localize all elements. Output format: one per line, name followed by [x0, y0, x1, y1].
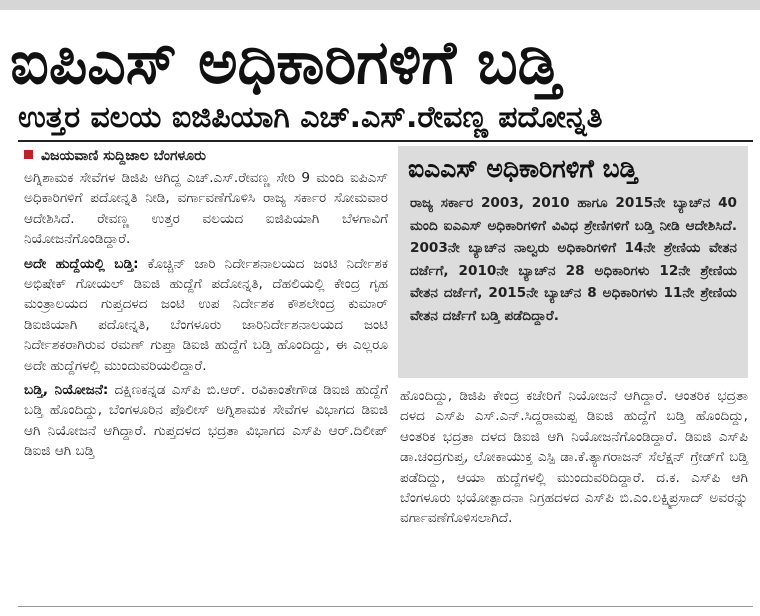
- article-paragraph-3: [24, 380, 388, 462]
- byline-marker-icon: [24, 150, 33, 159]
- byline: [24, 146, 206, 166]
- byline-text: ವಿಜಯವಾಣಿ ಸುದ್ದಿಜಾಲ ಬೆಂಗಳೂರು: [41, 148, 206, 164]
- article-paragraph-1: ಅಗ್ನಿಶಾಮಕ ಸೇವೆಗಳ ಡಿಜಿಪಿ ಆಗಿದ್ದ ಎಚ್.ಎಸ್.ರೇವಣ್ಣ ಸೇರಿ 9 ಮಂದಿ ಐಪಿಎಸ್ ಅಧಿಕಾರಿಗಳಿಗೆ ಪದೋನ್ನತಿ ನೀಡಿ, ವರ್ಗಾವಣೆಗೊಳಿಸಿ ರಾಜ್ಯ ಸರ್ಕಾರ ಸೋಮವಾರ ಆದೇಶಿಸಿದೆ. ರೇವಣ್ಣ ಉತ್ತರ ವಲಯದ ಐಜಿಪಿಯಾಗಿ ಬೆಳಗಾವಿಗೆ ನಿಯೋಜನೆಗೊಂಡಿದ್ದಾರೆ.: [24, 170, 388, 248]
- article-column-right: [400, 386, 748, 529]
- paragraph-2-text: ಕೊಚ್ಚಿನ್ ಜಾರಿ ನಿರ್ದೇಶನಾಲಯದ ಜಂಟಿ ನಿರ್ದೇಶಕ ಅಭಿಷೇಕ್ ಗೋಯಲ್ ಡಿಐಜಿ ಹುದ್ದೆಗೆ ಪದೋನ್ನತಿ, ದೆಹಲಿಯಲ್ಲಿ ಕೇಂದ್ರ ಗೃಹ ಮಂತ್ರಾಲಯದ ಗುಪ್ತದಳದ ಜಂಟಿ ಉಪ ನಿರ್ದೇಶಕ ಕೌಶಲೇಂದ್ರ ಕುಮಾರ್ ಡಿಐಜಿಯಾಗಿ ಪದೋನ್ನತಿ, ಬೆಂಗಳೂರು ಜಾರಿನಿರ್ದೇಶನಾಲಯದ ಜಂಟಿ ನಿರ್ದೇಶಕರಾಗಿರುವ ರಮಣ್ ಗುಪ್ತಾ ಡಿಐಜಿ ಹುದ್ದೆಗೆ ಬಡ್ತಿ ಹೊಂದಿದ್ದು, ಈ ಎಲ್ಲರೂ ಅದೇ ಹುದ್ದೆಗಳಲ್ಲಿ ಮುಂದುವರಿಯಲಿದ್ದಾರೆ.: [24, 255, 388, 374]
- article-paragraph-2: [24, 254, 388, 376]
- bottom-rule: [18, 606, 753, 607]
- article-column-left: [24, 168, 388, 462]
- subheadline: ಉತ್ತರ ವಲಯ ಐಜಿಪಿಯಾಗಿ ಎಚ್.ಎಸ್.ರೇವಣ್ಣ ಪದೋನ್ನತಿ: [18, 100, 603, 135]
- paragraph-3-lead: ಬಡ್ತಿ, ನಿಯೋಜನೆ:: [24, 382, 109, 399]
- sidebar-title: ಐಎಎಸ್ ಅಧಿಕಾರಿಗಳಿಗೆ ಬಡ್ತಿ: [408, 154, 638, 183]
- paragraph-2-lead: ಅದೇ ಹುದ್ದೆಯಲ್ಲಿ ಬಡ್ತಿ:: [24, 255, 139, 272]
- sidebar-body: [410, 192, 737, 327]
- top-strip: [0, 0, 760, 10]
- headline: ಐಪಿಎಸ್ ಅಧಿಕಾರಿಗಳಿಗೆ ಬಡ್ತಿ: [10, 28, 561, 98]
- ias-sidebar-box: [398, 146, 748, 378]
- article-continuation: ಹೊಂದಿದ್ದು, ಡಿಜಿಪಿ ಕೇಂದ್ರ ಕಚೇರಿಗೆ ನಿಯೋಜನೆ ಆಗಿದ್ದಾರೆ. ಆಂತರಿಕ ಭದ್ರತಾ ದಳದ ಎಸ್‌ಪಿ ಎಸ್.ಎನ್.ಸಿದ್ದರಾಮಪ್ಪ ಡಿಐಜಿ ಹುದ್ದೆಗೆ ಬಡ್ತಿ ಹೊಂದಿದ್ದು, ಆಂತರಿಕ ಭದ್ರತಾ ದಳದ ಡಿಐಜಿ ಆಗಿ ನಿಯೋಜನೆಗೊಂಡಿದ್ದಾರೆ. ಡಿಐಜಿ ಎಸ್‌ಪಿ ಡಾ.ಚಂದ್ರಗುಪ್ತ, ಲೋಕಾಯುಕ್ತ ಎಸ್ಪಿ ಡಾ.ಕೆ.ತ್ಯಾಗರಾಜನ್ ಸೆಲೆಕ್ಷನ್ ಗ್ರೇಡ್‌ಗೆ ಬಡ್ತಿ ಪಡೆದಿದ್ದು, ಆಯಾ ಹುದ್ದೆಗಳಲ್ಲಿ ಮುಂದುವರಿದಿದ್ದಾರೆ. ದ.ಕ. ಎಸ್‌ಪಿ ಆಗಿ ಬೆಂಗಳೂರು ಭಯೋತ್ಪಾದನಾ ನಿಗ್ರಹದಳದ ಎಸ್‌ಪಿ ಬಿ.ಎಂ.ಲಕ್ಷ್ಮಿಪ್ರಸಾದ್ ಅವರನ್ನು ವರ್ಗಾವಣೆಗೊಳಿಸಲಾಗಿದೆ.: [400, 388, 748, 527]
- sidebar-paragraph: ರಾಜ್ಯ ಸರ್ಕಾರ 2003, 2010 ಹಾಗೂ 2015ನೇ ಬ್ಯಾಚ್‌ನ 40 ಮಂದಿ ಐಎಎಸ್ ಅಧಿಕಾರಿಗಳಿಗೆ ವಿವಿಧ ಶ್ರೇಣಿಗಳಿಗೆ ಬಡ್ತಿ ನೀಡಿ ಆದೇಶಿಸಿದೆ. 2003ನೇ ಬ್ಯಾಚ್‌ನ ನಾಲ್ವರು ಅಧಿಕಾರಿಗಳಿಗೆ 14ನೇ ಶ್ರೇಣಿಯ ವೇತನ ದರ್ಜೆಗೆ, 2010ನೇ ಬ್ಯಾಚ್‌ನ 28 ಅಧಿಕಾರಿಗಳು 12ನೇ ಶ್ರೇಣಿಯ ವೇತನ ದರ್ಜೆಗೆ, 2015ನೇ ಬ್ಯಾಚ್‌ನ 8 ಅಧಿಕಾರಿಗಳು 11ನೇ ಶ್ರೇಣಿಯ ವೇತನ ದರ್ಜೆಗೆ ಬಡ್ತಿ ಪಡೆದಿದ್ದಾರೆ.: [410, 195, 737, 324]
- headline-rule: [18, 140, 753, 142]
- paragraph-3-text: ದಕ್ಷಿಣಕನ್ನಡ ಎಸ್‌ಪಿ ಬಿ.ಆರ್. ರವಿಕಾಂತೇಗೌಡ ಡಿಐಜಿ ಹುದ್ದೆಗೆ ಬಡ್ತಿ ಹೊಂದಿದ್ದು, ಬೆಂಗಳೂರಿನ ಪೊಲೀಸ್ ಅಗ್ನಿಶಾಮಕ ಸೇವೆಗಳ ವಿಭಾಗದ ಡಿಐಜಿ ಆಗಿ ನಿಯೋಜನೆ ಆಗಿದ್ದಾರೆ. ಗುಪ್ತದಳದ ಭದ್ರತಾ ವಿಭಾಗದ ಎಸ್‌ಪಿ ಆರ್.ದಿಲೀಪ್ ಡಿಐಜಿ ಆಗಿ ಬಡ್ತಿ: [24, 382, 388, 460]
